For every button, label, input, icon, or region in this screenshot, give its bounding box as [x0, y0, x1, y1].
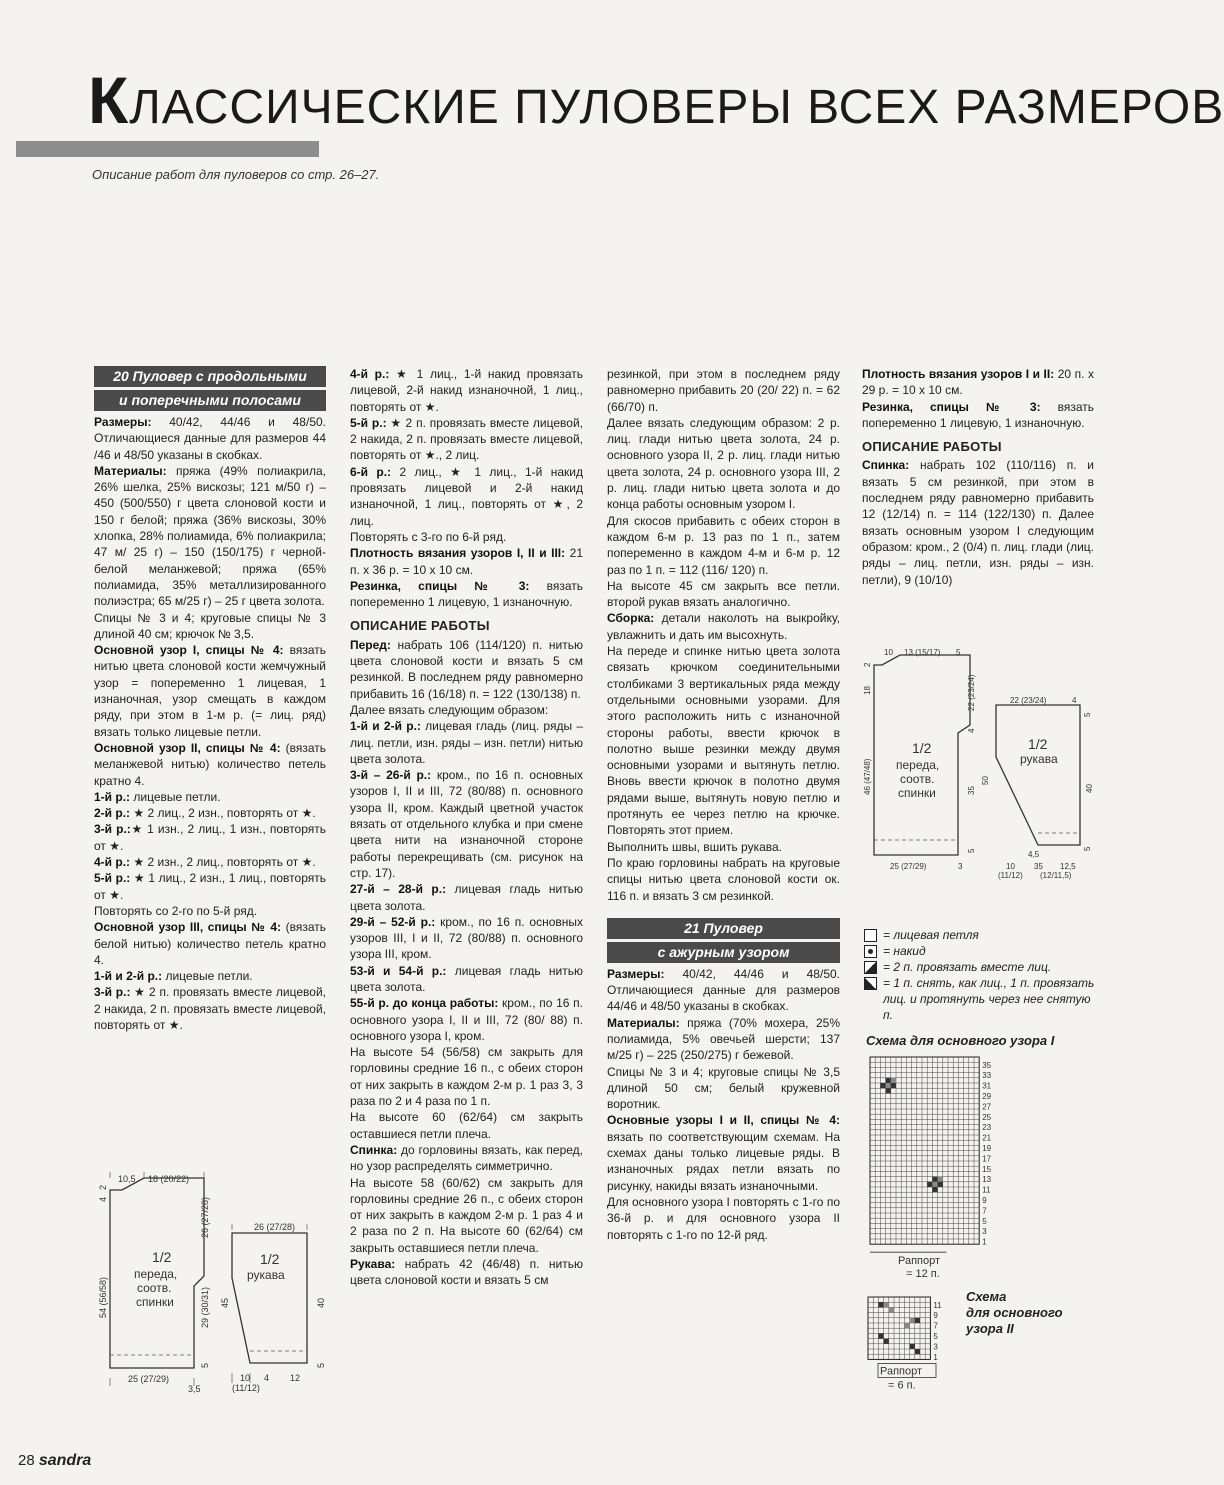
back-neck-paragraph: На высоте 58 (60/62) см закрыть для горловины средние 26 п., с обеих сторон от них закрыть в каждом 2-м р. 1 раз 4 и 2 раза по 2 п. На высоте 60 (62/64) см закрыть оставшиеся петли плеча.	[350, 1175, 583, 1255]
sleeve-top-dim: 22 (23/24)	[1010, 696, 1047, 705]
star-icon: ★	[390, 415, 402, 430]
dim-top-2: 13 (15/17)	[904, 648, 941, 657]
row-5: 5-й р.: ★ 1 лиц., 2 изн., 1 лиц., повторять от ★.	[94, 871, 326, 902]
sleeve-half-label: 1/2	[260, 1251, 280, 1267]
motif-cell	[932, 1177, 937, 1182]
rows-1-2: 1-й и 2-й р.: лицевая гладь (лиц. ряды – лиц. петли, изн. ряды – изн. петли) нитью цвета золота.	[350, 719, 583, 766]
sleeve-dim-4: 4	[1072, 696, 1077, 705]
row-3b: 3-й р.: ★ 2 п. провязать вместе лицевой, 2 накида, 2 п. провязать вместе лицевой, повторять от ★.	[94, 985, 326, 1032]
rows-53-54: 53-й и 54-й р.: лицевая гладь нитью цвета золота.	[350, 963, 584, 994]
sleeve-dim-40: 40	[1085, 784, 1094, 793]
continued-paragraph: резинкой, при этом в последнем ряду равномерно прибавить 20 (20/ 22) п. = 62 (66/70) п.	[607, 367, 840, 414]
row-number: 19	[982, 1144, 992, 1153]
dim-left: 54 (56/58)	[98, 1276, 108, 1318]
motif-cell	[932, 1187, 937, 1192]
star-icon: ★	[109, 887, 121, 902]
star-icon: ★	[552, 497, 567, 512]
rib-paragraph: Резинка, спицы № 3: вязать попеременно 1 лицевую, 1 изнаночную.	[350, 578, 583, 610]
star-icon: ★	[134, 985, 146, 1000]
motif-cell	[938, 1182, 943, 1187]
back-label: спинки	[136, 1295, 174, 1309]
shoulder-paragraph: На высоте 60 (62/64) см закрыть оставшиеся петли плеча.	[350, 1110, 583, 1141]
dim-2: 2	[863, 662, 872, 667]
dim-26: 26 (27/28)	[200, 1196, 210, 1238]
pattern-1-paragraph: Основной узор I, спицы № 4: вязать нитью цвета слоновой кости жемчужный узор = попеременно 1 лицевая, 1 изнаночная, узор смещать в каждом ряду, при этом в 1-м р. (= лиц. ряд) вязать только лицевые петли.	[94, 643, 326, 739]
motif-cell	[910, 1344, 915, 1349]
neck-paragraph: На высоте 54 (56/58) см закрыть для горловины средние 16 п., с обеих сторон от них закрыть в каждом 2-м р. 1 раз 3, 3 раза по 2 и 4 раза по 1 п.	[350, 1045, 583, 1109]
needles-paragraph: Спицы № 3 и 4; круговые спицы № 3,5 длиной 50 см; белый кружевной воротник.	[607, 1064, 840, 1112]
sleeve-half-label: 1/2	[1028, 736, 1048, 752]
row-number: 3	[982, 1227, 987, 1237]
star-icon: ★	[130, 822, 144, 837]
page-number: 28	[18, 1452, 35, 1469]
rapport-label: Раппорт	[880, 1365, 923, 1378]
motif-cell	[891, 1083, 896, 1088]
close-paragraph: На высоте 45 см закрыть все петли. второй рукав вязать аналогично.	[607, 578, 840, 610]
patterns-paragraph: Основные узоры I и II, спицы № 4: вязать по соответствующим схемам. На схемах даны только лицевые ряды. В изнаночных рядах петли вязать по рисунку, накиды вязать изнаночными.	[607, 1113, 840, 1193]
row-2: 2-й р.: ★ 2 лиц., 2 изн., повторять от ★.	[94, 806, 316, 821]
motif-cell	[915, 1349, 920, 1354]
same-label: соотв.	[137, 1281, 172, 1295]
column-4	[862, 366, 1094, 588]
dim-bottom: 25 (27/29)	[128, 1374, 170, 1384]
sizes-paragraph: Размеры: 40/42, 44/46 и 48/50. Отличающиеся данные для размеров 44/46 и 48/50 указаны в скобках.	[607, 966, 840, 1014]
row-6: 6-й р.: 2 лиц., ★ 1 лиц., 1-й накид провязать лицевой и 2-й накид изнаночной, 1 лиц., повторять от ★, 2 лиц.	[350, 464, 583, 528]
dim-46: 46 (47/48)	[863, 758, 872, 795]
motif-cell	[880, 1083, 885, 1088]
back-label: спинки	[898, 786, 936, 800]
motif-cell	[889, 1307, 894, 1312]
row-1-2: 1-й и 2-й р.: лицевые петли.	[94, 969, 253, 984]
sleeve-dim-5: 5	[316, 1362, 326, 1368]
rapport-count: = 12 п.	[906, 1268, 940, 1281]
knit-stitch-icon	[864, 929, 877, 942]
needles-paragraph: Спицы № 3 и 4; круговые спицы № 3 длиной 40 см; крючок № 3,5.	[94, 610, 326, 641]
motif-cell	[927, 1182, 932, 1187]
dim-3: 3	[958, 862, 963, 871]
sleeve-b4: (11/12)	[998, 871, 1023, 880]
schema-1-grid	[868, 1055, 1008, 1281]
sleeves-paragraph: Рукава: набрать 42 (46/48) п. нитью цвета слоновой кости и вязать 5 см	[350, 1257, 583, 1288]
row-number: 7	[933, 1321, 938, 1331]
rapport-count: = 6 п.	[888, 1379, 916, 1392]
sleeve-dim-40: 40	[316, 1297, 326, 1308]
row-number: 25	[982, 1112, 992, 1122]
motif-cell	[915, 1318, 920, 1323]
dim-2: 2	[98, 1184, 108, 1190]
row-3: 3-й р.:★ 1 изн., 2 лиц., 1 изн., повторять от ★.	[94, 822, 327, 853]
row-number: 21	[982, 1133, 992, 1143]
dim-5: 5	[200, 1362, 210, 1368]
same-label: соотв.	[900, 772, 935, 786]
row-number: 5	[933, 1332, 938, 1341]
star-icon: ★	[109, 838, 121, 853]
sleeve-dim-4: 4	[264, 1373, 270, 1383]
sleeve-top-dim: 26 (27/28)	[254, 1222, 296, 1232]
row-number: 17	[982, 1154, 992, 1164]
motif-cell	[891, 1078, 896, 1083]
star-icon: ★	[424, 448, 436, 463]
star-icon: ★	[395, 367, 411, 381]
sleeve-dim-12: 12	[290, 1373, 301, 1383]
dim-22: 22 (23/24)	[967, 674, 976, 711]
title-initial: К	[88, 63, 130, 137]
materials-paragraph: Материалы: пряжа (49% полиакрила, 26% шелка, 25% вискозы; 121 м/50 г) – 450 (500/550) г цвета слоновой кости и 150 г белой; пряжа (36% вискозы, 30% хлопка, 28% полиамида, 6% полиакрила; 47 м/ 25 г) – 150 (150/175) г черной-белой меланжевой; пряжа (65% полиамида, 35% металлизированного полиэстра; 65 м/25 г) – 25 г цвета золота.	[94, 463, 326, 609]
row-number: 11	[982, 1185, 991, 1195]
patterns-repeat-paragraph: Для основного узора I повторять с 1-го по 36-й р. и для основного узора II повторять с 1-го по 12-й ряд.	[607, 1194, 840, 1242]
star-icon: ★	[450, 464, 466, 479]
row-1: 1-й р.: лицевые петли.	[94, 789, 221, 804]
legend-k2tog: = 2 п. провязать вместе лиц.	[864, 959, 1096, 975]
row-number: 5	[982, 1216, 987, 1226]
sleeve-b2: 35	[1034, 862, 1043, 871]
star-icon: ★	[133, 871, 145, 886]
then-paragraph: Далее вязать следующим образом:	[350, 702, 549, 717]
rib-paragraph: Резинка, спицы № 3: вязать попеременно 1 лицевую, 1 изнаночную.	[862, 399, 1094, 430]
sleeve-b1: 10	[1006, 862, 1015, 871]
work-description-title: ОПИСАНИЕ РАБОТЫ	[350, 618, 490, 634]
motif-cell	[884, 1302, 889, 1307]
sleeve-label: рукава	[247, 1268, 285, 1282]
sleeve-dim-5-top: 5	[1083, 712, 1092, 717]
pattern-2-paragraph: Основной узор II, спицы № 4: (вязать меланжевой нитью) количество петель кратно 4.	[94, 740, 327, 788]
subtitle: Описание работ для пуловеров со стр. 26–27.	[92, 167, 380, 182]
column-3	[607, 366, 840, 1243]
dim-18: 18	[863, 686, 872, 695]
dim-4: 4	[967, 728, 976, 733]
legend-skp: = 1 п. снять, как лиц., 1 п. провязать лиц. и протянуть через нее снятую п.	[864, 975, 1096, 1023]
pattern-diagram-20	[92, 1168, 342, 1396]
assembly-paragraph: Сборка: детали наколоть на выкройку, увлажнить и дать им высохнуть.	[607, 611, 840, 642]
rows-55-end: 55-й р. до конца работы: кром., по 16 п. основного узора I, II и III, 72 (80/ 88) п. основного узора I, кром.	[350, 996, 583, 1043]
page-footer	[18, 1452, 91, 1470]
dim-35: 35	[967, 786, 976, 795]
schema-1-title: Схема для основного узора I	[866, 1033, 1055, 1048]
row-number: 35	[982, 1060, 992, 1070]
motif-cell	[878, 1302, 883, 1307]
star-icon: ★	[168, 1017, 180, 1032]
bevel-paragraph: Для скосов прибавить с обеих сторон в каждом 6-м р. 13 раз по 1 п., затем попеременно в каждом 4-м и 6-м р. 12 раз по 1 п. = 112 (116/ 120) п.	[607, 513, 840, 577]
row-number: 9	[982, 1196, 987, 1205]
sleeve-dim-4-5: 4,5	[1028, 850, 1040, 859]
motif-cell	[884, 1339, 889, 1344]
section-header-20a: 20 Пуловер с продольными	[94, 366, 326, 387]
motif-cell	[904, 1323, 909, 1328]
half-label: 1/2	[912, 740, 932, 756]
sleeve-bottom-2: (11/12)	[232, 1383, 260, 1393]
star-icon: ★	[424, 399, 436, 414]
row-number: 23	[982, 1123, 992, 1133]
section-header-21a: 21 Пуловер	[607, 918, 840, 939]
column-1	[94, 366, 326, 1033]
schema-2-title: Схема для основного узора II	[966, 1289, 1063, 1336]
collar-paragraph: По краю горловины набрать на круговые спицы нитью цвета слоновой кости ок. 116 п. и вязать 3 см резинкой.	[607, 855, 840, 903]
row-number: 7	[982, 1206, 987, 1216]
star-icon: ★	[133, 855, 145, 870]
front-label: переда,	[896, 758, 940, 772]
sleeve-b3: 12,5	[1060, 862, 1076, 871]
front-paragraph: Перед: набрать 106 (114/120) п. нитью цвета слоновой кости и вязать 5 см резинкой. В последнем ряду равномерно прибавить 16 (16/18) п. = 122 (130/138) п.	[350, 637, 583, 701]
motif-cell	[886, 1078, 891, 1083]
motif-cell	[886, 1088, 891, 1093]
dim-bottom: 25 (27/29)	[890, 862, 927, 871]
density-paragraph: Плотность вязания узоров I, II и III: 21 п. х 36 р. = 10 х 10 см.	[350, 546, 584, 577]
title-underline-bar	[16, 141, 319, 157]
dim-29: 29 (30/31)	[200, 1286, 210, 1328]
legend-knit: = лицевая петля	[864, 927, 1096, 943]
motif-cell	[886, 1083, 891, 1088]
dim-5: 5	[967, 848, 976, 853]
back-paragraph: Спинка: набрать 102 (110/116) п. и вязать 5 см резинкой, при этом в последнем ряду равномерно прибавить 12 (12/14) п. = 114 (122/130) п. Далее вязать основным узором I следующим образом: кром., 2 (0/4) п. лиц. глади (лиц. ряды – лиц. петли, изн. ряды – изн. петли), 9 (10/10)	[862, 458, 1094, 587]
motif-cell	[932, 1182, 937, 1187]
row-number: 3	[933, 1342, 938, 1352]
page-title	[88, 62, 1224, 138]
crochet-paragraph: На переде и спинке нитью цвета золота связать крючком соединительными столбиками 3 вертикальных ряда между отдельными основными узорами. Для этого расположить нить с изнаночной стороны работы, ввести крючок в полотно выше резинки между двумя основными узорами и вытянуть петлю. Вновь ввести крючок в полотно двумя рядами выше, вытянуть новую петлю и протянуть ее через петлю на крючке. Повторять этот прием.	[607, 644, 840, 838]
rapport-label: Раппорт	[898, 1255, 941, 1268]
dim-top-1: 10	[884, 648, 893, 657]
row-number: 13	[982, 1175, 992, 1185]
pattern-diagram-21	[860, 645, 1098, 880]
sleeve-label: рукава	[1020, 752, 1058, 766]
row-number: 31	[982, 1081, 992, 1091]
rows-3-26: 3-й – 26-й р.: кром., по 16 п. основных узоров I, II и III, 72 (80/88) п. основного узора II, кром. Каждый цветной участок вязать от отдельного клубка и при смене цвета нити на изнаночной стороне работы перекрещивать (см. рисунок на стр. 17).	[350, 768, 583, 880]
repeat-paragraph: Повторять со 2-го по 5-й ряд.	[94, 903, 258, 918]
star-icon: ★	[301, 806, 313, 821]
sizes-paragraph: Размеры: 40/42, 44/46 и 48/50. Отличающиеся данные для размеров 44 /46 и 48/50 указаны в скобках.	[94, 415, 326, 462]
motif-cell	[938, 1177, 943, 1182]
section-header-21b: с ажурным узором	[607, 942, 840, 963]
skp-icon	[864, 977, 877, 990]
rows-29-52: 29-й – 52-й р.: кром., по 16 п. основных узоров III, I и II, 72 (80/88) п. основного узора III, кром.	[350, 914, 583, 962]
dim-top-3: 5	[956, 648, 961, 657]
row-number: 1	[982, 1237, 987, 1247]
row-5: 5-й р.: ★ 2 п. провязать вместе лицевой, 2 накида, 2 п. провязать вместе лицевой, повторять от ★., 2 лиц.	[350, 415, 583, 463]
symbol-legend	[864, 927, 1096, 1023]
sleeve-b5: (12/11,5)	[1040, 871, 1072, 880]
row-number: 27	[982, 1102, 992, 1112]
dim-top-1: 10,5	[118, 1174, 136, 1184]
row-number: 33	[982, 1071, 992, 1081]
sleeve-dim-45: 45	[220, 1297, 230, 1308]
repeat-paragraph: Повторять с 3-го по 6-й ряд.	[350, 529, 507, 544]
front-label: переда,	[134, 1267, 178, 1281]
row-number: 9	[933, 1311, 938, 1321]
work-description-title: ОПИСАНИЕ РАБОТЫ	[862, 439, 1002, 455]
row-number: 29	[982, 1092, 992, 1101]
legend-yarnover: = накид	[864, 943, 1096, 959]
seams-paragraph: Выполнить швы, вшить рукава.	[607, 839, 783, 854]
star-icon: ★	[133, 806, 145, 821]
motif-cell	[878, 1333, 883, 1338]
half-label: 1/2	[152, 1249, 172, 1265]
section-header-20b: и поперечными полосами	[94, 390, 326, 411]
k2tog-icon	[864, 961, 877, 974]
title-text: ЛАССИЧЕСКИЕ ПУЛОВЕРЫ ВСЕХ РАЗМЕРОВ	[129, 81, 1224, 134]
magazine-brand: sandra	[38, 1452, 92, 1469]
dim-4: 4	[98, 1196, 108, 1202]
dim-3-5: 3,5	[188, 1384, 201, 1394]
row-4: 4-й р.: ★ 2 изн., 2 лиц., повторять от ★.	[94, 855, 316, 870]
schema-2-grid	[866, 1295, 966, 1390]
row-number: 11	[933, 1300, 942, 1310]
yarn-over-icon	[864, 945, 877, 958]
row-4: 4-й р.: ★ 1 лиц., 1-й накид провязать лицевой, 2-й накид изнаночной, 1 лиц., повторять от ★.	[350, 367, 583, 414]
row-number: 15	[982, 1164, 992, 1174]
star-icon: ★	[301, 855, 313, 870]
density-paragraph: Плотность вязания узоров I и II: 20 п. х 29 р. = 10 х 10 см.	[862, 367, 1094, 398]
materials-paragraph: Материалы: пряжа (70% мохера, 25% полиамида, 5% овечьей шерсти; 137 м/25 г) – 225 (250/275) г бежевой.	[607, 1015, 840, 1063]
dim-top-2: 18 (20/22)	[148, 1174, 190, 1184]
sleeve-bottom-1: 10	[240, 1373, 251, 1383]
column-2	[350, 366, 583, 1289]
motif-cell	[910, 1318, 915, 1323]
rows-27-28: 27-й – 28-й р.: лицевая гладь нитью цвета золота.	[350, 882, 583, 913]
dim-50: 50	[981, 776, 990, 785]
pattern-3-paragraph: Основной узор III, спицы № 4: (вязать белой нитью) количество петель кратно 4.	[94, 920, 326, 967]
back-paragraph: Спинка: до горловины вязать, как перед, но узор распределять симметрично.	[350, 1142, 583, 1174]
row-number: 1	[933, 1352, 938, 1362]
then-paragraph: Далее вязать следующим образом: 2 р. лиц. глади нитью цвета золота, 24 р. основного узора II, 2 р. лиц. глади нитью цвета золота, 24 р. основного узора III, 2 р. лиц. глади нитью цвета золота и до конца работы основным узором I.	[607, 415, 840, 512]
sleeve-dim-5: 5	[1083, 846, 1092, 851]
